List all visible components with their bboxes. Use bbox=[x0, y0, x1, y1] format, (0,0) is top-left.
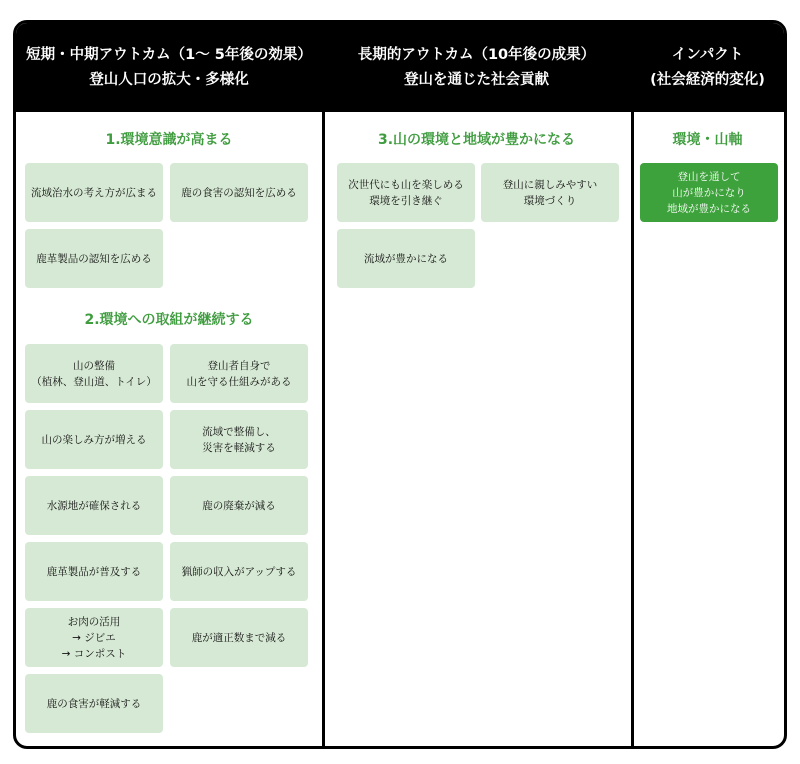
outcome-box: お肉の活用 → ジビエ → コンポスト bbox=[25, 608, 163, 667]
header-subtitle: 登山人口の拡大・多様化 bbox=[89, 71, 249, 88]
header-title: 短期・中期アウトカム（1〜 5年後の効果） bbox=[26, 46, 312, 63]
outcome-box: 流域で整備し、 災害を軽減する bbox=[170, 410, 308, 469]
outcome-box: 山の楽しみ方が増える bbox=[25, 410, 163, 469]
column-header-short-mid-term bbox=[16, 23, 322, 112]
section-title: 1.環境意識が高まる bbox=[105, 132, 233, 148]
outcome-box: 猟師の収入がアップする bbox=[170, 542, 308, 601]
column-short-mid-term bbox=[16, 23, 322, 746]
header-title: 長期的アウトカム（10年後の成果） bbox=[357, 46, 596, 63]
outcome-box: 鹿の食害の認知を広める bbox=[170, 163, 308, 222]
column-header-impact bbox=[631, 23, 784, 112]
header-title: インパクト bbox=[671, 46, 744, 63]
logic-model-frame bbox=[13, 20, 787, 749]
column-long-term bbox=[322, 23, 631, 746]
outcome-box: 鹿が適正数まで減る bbox=[170, 608, 308, 667]
section-title: 3.山の環境と地域が豊かになる bbox=[377, 132, 576, 148]
outcome-box: 流域が豊かになる bbox=[337, 229, 475, 288]
outcome-box: 登山者自身で 山を守る仕組みがある bbox=[170, 344, 308, 403]
outcome-box: 登山に親しみやすい 環境づくり bbox=[481, 163, 619, 222]
header-subtitle: 登山を通じた社会貢献 bbox=[404, 71, 549, 88]
outcome-box: 鹿革製品の認知を広める bbox=[25, 229, 163, 288]
outcome-box: 次世代にも山を楽しめる 環境を引き継ぐ bbox=[337, 163, 475, 222]
outcome-box: 水源地が確保される bbox=[25, 476, 163, 535]
outcome-box: 鹿の食害が軽減する bbox=[25, 674, 163, 733]
section-title: 環境・山軸 bbox=[672, 132, 743, 148]
outcome-box: 鹿の廃棄が減る bbox=[170, 476, 308, 535]
outcome-box: 山の整備 （植林、登山道、トイレ） bbox=[25, 344, 163, 403]
header-subtitle: (社会経済的変化) bbox=[650, 71, 765, 88]
column-header-long-term bbox=[322, 23, 631, 112]
impact-box: 登山を通して 山が豊かになり 地域が豊かになる bbox=[640, 163, 778, 222]
column-impact bbox=[631, 23, 784, 746]
section-title: 2.環境への取組が継続する bbox=[84, 312, 254, 328]
outcome-box: 鹿革製品が普及する bbox=[25, 542, 163, 601]
outcome-box: 流域治水の考え方が広まる bbox=[25, 163, 163, 222]
